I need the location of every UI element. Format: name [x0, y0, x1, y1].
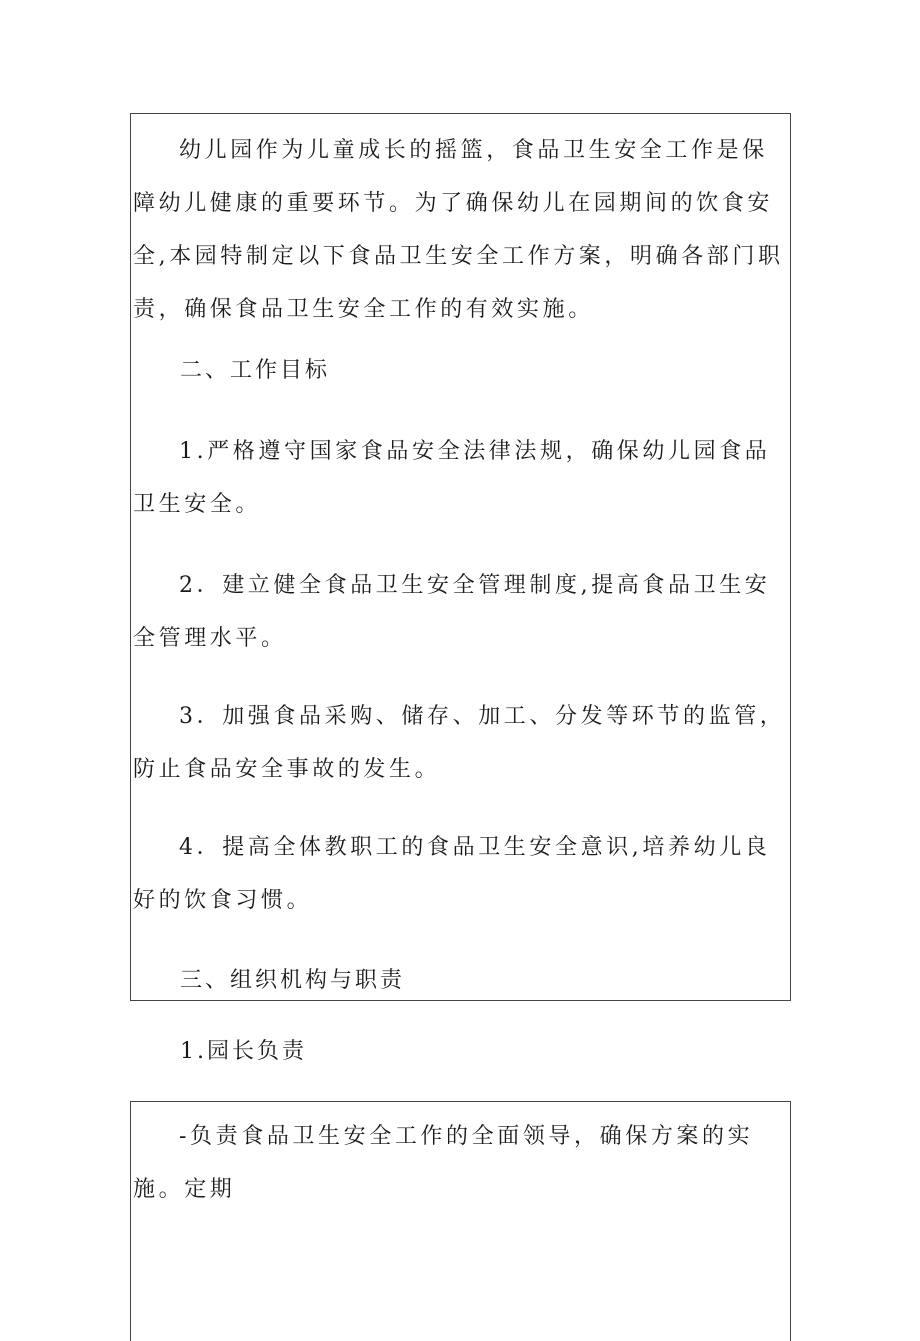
goal-item-3: 3．加强食品采购、储存、加工、分发等环节的监管，防止食品安全事故的发生。: [133, 704, 786, 782]
goal-item-2: 2．建立健全食品卫生安全管理制度,提高食品卫生安全管理水平。: [133, 573, 771, 651]
goal-item-1: 1.严格遵守国家食品安全法律法规，确保幼儿园食品卫生安全。: [133, 439, 771, 517]
section-heading-goals: 二、工作目标: [180, 358, 331, 383]
section-heading-organization: 三、组织机构与职责: [180, 968, 406, 993]
org-item-1-title: 1.园长负责: [180, 1039, 307, 1064]
goal-item-4: 4．提高全体教职工的食品卫生安全意识,培养幼儿良好的饮食习惯。: [133, 835, 771, 913]
intro-paragraph: 幼儿园作为儿童成长的摇篮，食品卫生安全工作是保障幼儿健康的重要环节。为了确保幼儿在园期间的饮食安全,本园特制定以下食品卫生安全工作方案，明确各部门职责，确保食品卫生安全工作的有效实施。: [133, 138, 784, 322]
org-item-1-detail: -负责食品卫生安全工作的全面领导，确保方案的实施。定期: [133, 1124, 754, 1202]
